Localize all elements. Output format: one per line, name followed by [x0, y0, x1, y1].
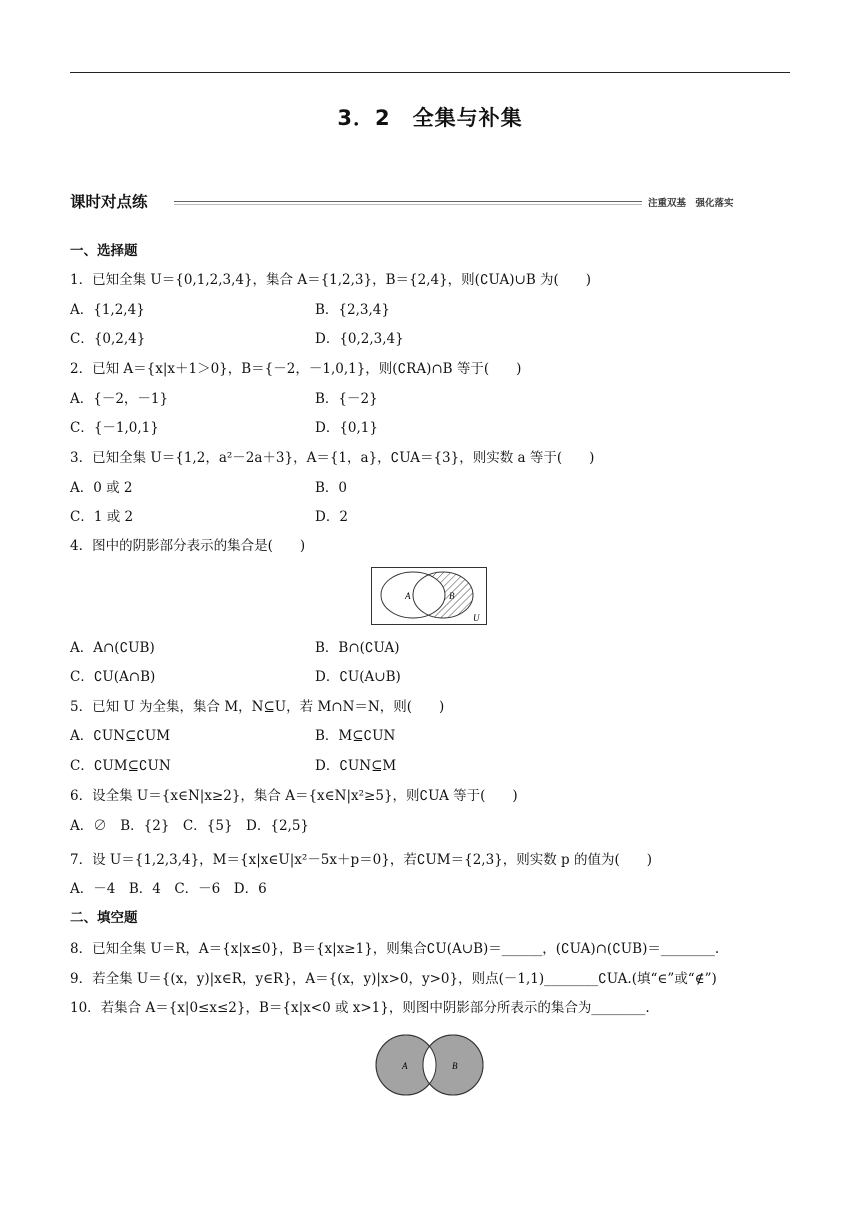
- q4-option-a: A．A∩(∁UB): [70, 640, 155, 656]
- section-banner: [70, 190, 734, 214]
- q6-options: A．∅ B．{2} C．{5} D．{2,5}: [70, 818, 310, 834]
- venn-diagram-complement: [373, 1034, 487, 1096]
- q5-option-d: D．∁UN⊆M: [315, 758, 397, 774]
- top-rule: [70, 72, 790, 73]
- q1-option-d: D．{0,2,3,4}: [315, 331, 404, 347]
- q1-option-c: C．{0,2,4}: [70, 331, 146, 347]
- q10-stem: 10．若集合 A＝{x|0≤x≤2}，B＝{x|x<0 或 x>1}，则图中阴影部分所表示的集合为________.: [70, 1000, 650, 1016]
- q1-option-a: A．{1,2,4}: [70, 302, 145, 318]
- q2-option-a: A．{－2，－1}: [70, 391, 169, 407]
- q3-option-c: C．1 或 2: [70, 509, 134, 525]
- q3-option-a: A．0 或 2: [70, 480, 133, 496]
- q5-stem: 5．已知 U 为全集，集合 M，N⊆U，若 M∩N＝N，则( ): [70, 699, 445, 715]
- venn1-label-b: B: [449, 591, 455, 601]
- section-choice: 一、选择题: [70, 243, 138, 259]
- page-title: 3．2 全集与补集: [337, 106, 523, 130]
- q2-option-d: D．{0,1}: [315, 420, 378, 436]
- q5-option-b: B．M⊆∁UN: [315, 728, 396, 744]
- banner-tag: 注重双基 强化落实: [648, 198, 734, 209]
- q3-stem: 3．已知全集 U＝{1,2，a²－2a＋3}，A＝{1，a}，∁UA＝{3}，则实数 a 等于( ): [70, 450, 595, 466]
- venn2-label-a: A: [402, 1061, 408, 1071]
- q6-stem: 6．设全集 U＝{x∈N|x≥2}，集合 A＝{x∈N|x²≥5}，则∁UA 等于( ): [70, 788, 518, 804]
- q7-stem: 7．设 U＝{1,2,3,4}，M＝{x|x∈U|x²－5x＋p＝0}，若∁UM＝{2,3}，则实数 p 的值为( ): [70, 852, 653, 868]
- q1-stem: 1．已知全集 U＝{0,1,2,3,4}，集合 A＝{1,2,3}，B＝{2,4}，则(∁UA)∪B 为( ): [70, 272, 592, 288]
- q4-option-d: D．∁U(A∪B): [315, 669, 401, 685]
- q1-option-b: B．{2,3,4}: [315, 302, 390, 318]
- q4-option-c: C．∁U(A∩B): [70, 669, 156, 685]
- q4-stem: 4．图中的阴影部分表示的集合是( ): [70, 538, 306, 554]
- q3-option-b: B．0: [315, 480, 348, 496]
- banner-rule-thin: [174, 204, 642, 205]
- q5-option-c: C．∁UM⊆∁UN: [70, 758, 171, 774]
- q2-option-c: C．{－1,0,1}: [70, 420, 159, 436]
- q2-stem: 2．已知 A＝{x|x＋1＞0}，B＝{－2，－1,0,1}，则(∁RA)∩B 等于( ): [70, 361, 522, 377]
- q2-option-b: B．{－2}: [315, 391, 378, 407]
- banner-title: 课时对点练: [70, 193, 148, 211]
- venn2-label-b: B: [452, 1061, 458, 1071]
- q7-options: A．－4 B．4 C．－6 D．6: [70, 881, 267, 897]
- section-fill: 二、填空题: [70, 910, 138, 926]
- q3-option-d: D．2: [315, 509, 348, 525]
- q8-stem: 8．已知全集 U＝R，A＝{x|x≤0}，B＝{x|x≥1}，则集合∁U(A∪B)＝______，(∁UA)∩(∁UB)＝________.: [70, 941, 720, 957]
- q4-option-b: B．B∩(∁UA): [315, 640, 400, 656]
- venn1-label-a: A: [405, 591, 411, 601]
- q9-stem: 9．若全集 U＝{(x，y)|x∈R，y∈R}，A＝{(x，y)|x>0，y>0}，则点(－1,1)________∁UA.(填“∈”或“∉”): [70, 971, 717, 987]
- venn1-label-u: U: [473, 613, 480, 623]
- q5-option-a: A．∁UN⊆∁UM: [70, 728, 171, 744]
- venn-diagram-shaded-b: [371, 567, 487, 625]
- banner-rule: [174, 201, 642, 202]
